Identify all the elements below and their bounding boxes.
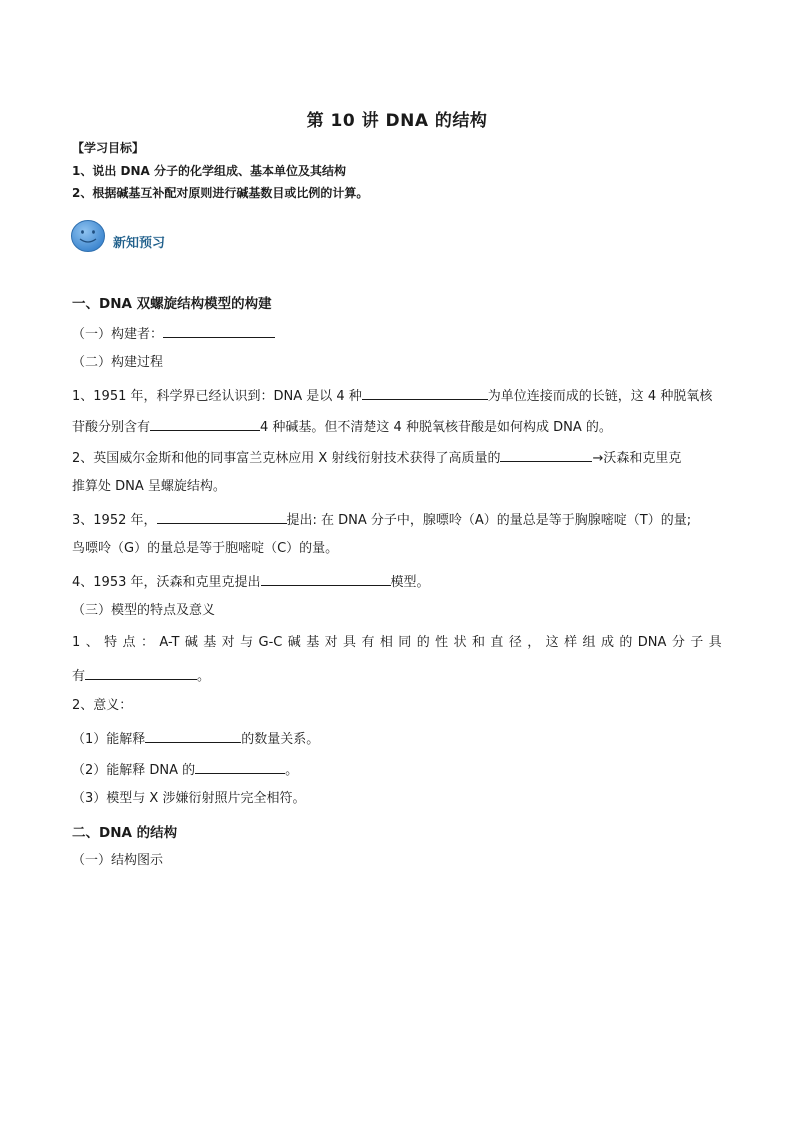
objective-2: 2、根据碱基互补配对原则进行碱基数目或比例的计算。 xyxy=(72,186,369,200)
p1-blank-1[interactable] xyxy=(362,385,488,400)
process-item-1a: 1、1951 年，科学界已经认识到：DNA 是以 4 种 为单位连接而成的长链，这 4 种脱氧核 xyxy=(72,385,712,406)
process-item-4: 4、1953 年，沃森和克里克提出 模型。 xyxy=(72,571,430,592)
p1-blank-2[interactable] xyxy=(150,416,260,431)
builder-line: （一）构建者： xyxy=(72,323,275,344)
feature-line-2: 有 。 xyxy=(72,665,210,686)
smiley-icon xyxy=(70,219,106,253)
section-1-heading: 一、DNA 双螺旋结构模型的构建 xyxy=(72,296,272,312)
p4-blank[interactable] xyxy=(261,571,391,586)
p3-blank[interactable] xyxy=(157,509,287,524)
feature-blank[interactable] xyxy=(85,665,197,680)
process-heading: （二）构建过程 xyxy=(72,355,164,370)
page-title: 第 10 讲 DNA 的结构 xyxy=(306,111,488,131)
s1-blank[interactable] xyxy=(145,728,241,743)
process-item-3a: 3、1952 年， 提出: 在 DNA 分子中，腺嘌呤（A）的量总是等于胸腺嘧啶（T）的量; xyxy=(72,509,691,530)
builder-blank[interactable] xyxy=(163,323,275,338)
p2-blank[interactable] xyxy=(500,447,592,462)
process-item-1b: 苷酸分别含有 4 种碱基。但不清楚这 4 种脱氧核苷酸是如何构成 DNA 的。 xyxy=(72,416,612,437)
significance-1: （1）能解释 的数量关系。 xyxy=(72,728,319,749)
process-item-2a: 2、英国威尔金斯和他的同事富兰克林应用 X 射线衍射技术获得了高质量的 →沃森和克里克 xyxy=(72,447,681,468)
preview-badge xyxy=(70,219,370,255)
process-item-2b: 推算处 DNA 呈螺旋结构。 xyxy=(72,479,226,494)
objective-1: 1、说出 DNA 分子的化学组成、基本单位及其结构 xyxy=(72,164,346,178)
significance-3: （3）模型与 X 涉嫌衍射照片完全相符。 xyxy=(72,791,306,806)
significance-heading: 2、意义： xyxy=(72,698,133,713)
process-item-3b: 鸟嘌呤（G）的量总是等于胞嘧啶（C）的量。 xyxy=(72,541,339,556)
feature-line-1: 1 、 特 点 ： A-T 碱 基 对 与 G-C 碱 基 对 具 有 相 同 的 性 状 和 直 径 ， 这 样 组 成 的 DNA 分 子 具 xyxy=(72,635,722,650)
section-2-heading: 二、DNA 的结构 xyxy=(72,825,178,841)
preview-label: 新知预习 xyxy=(113,236,166,251)
s2-blank[interactable] xyxy=(195,759,285,774)
significance-2: （2）能解释 DNA 的 。 xyxy=(72,759,298,780)
objectives-heading: 【学习目标】 xyxy=(72,141,145,155)
features-heading: （三）模型的特点及意义 xyxy=(72,603,216,618)
section-2-sub: （一）结构图示 xyxy=(72,853,164,868)
